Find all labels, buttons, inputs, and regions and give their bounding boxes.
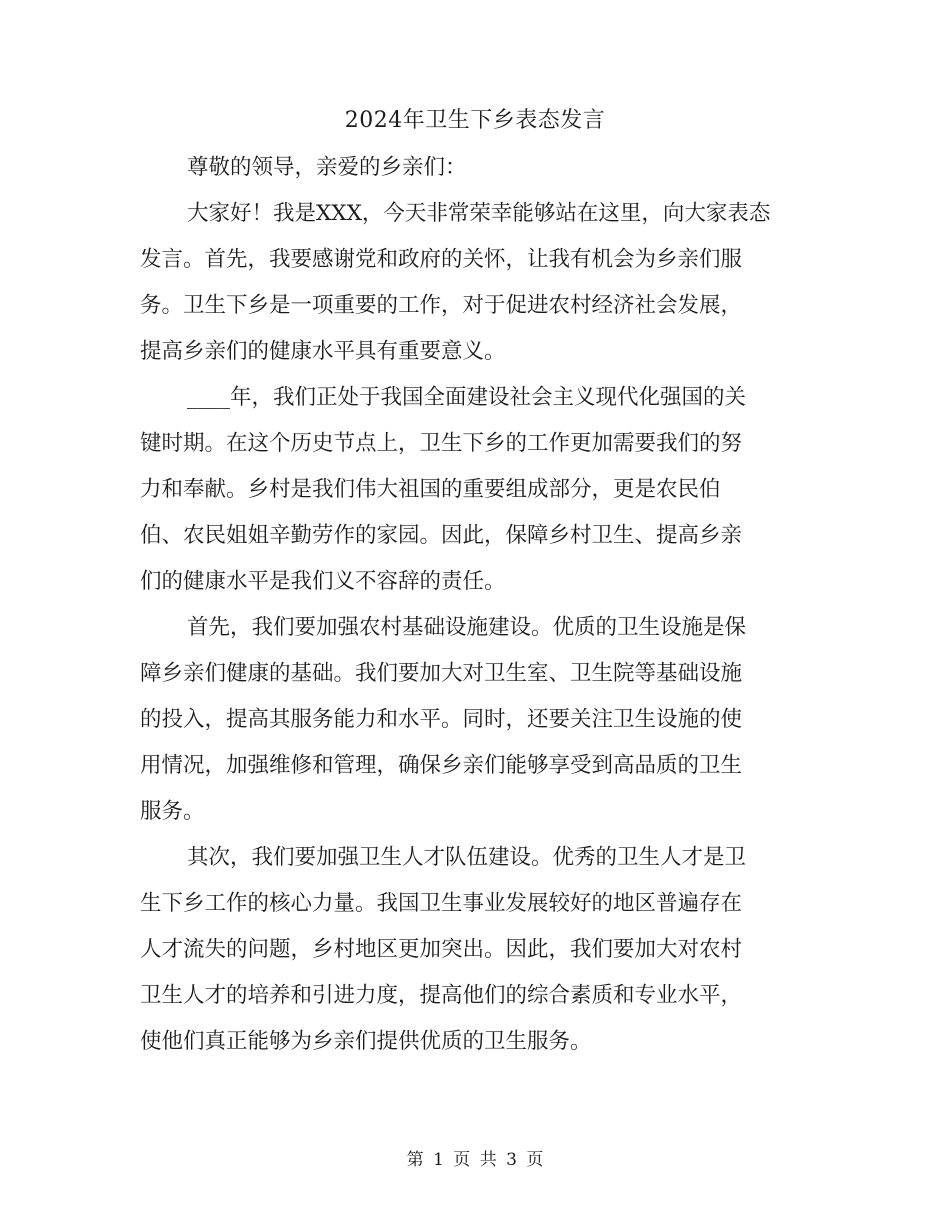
document-title: 2024年卫生下乡表态发言: [344, 108, 606, 133]
paragraph-line: 障乡亲们健康的基础。我们要加大对卫生室、卫生院等基础设施: [140, 661, 743, 686]
paragraph-line: 伯、农民姐姐辛勤劳作的家园。因此，保障乡村卫生、提高乡亲: [140, 523, 743, 548]
paragraph-line: 的投入，提高其服务能力和水平。同时，还要关注卫生设施的使: [140, 707, 743, 732]
paragraph-line: 服务。: [140, 799, 205, 824]
paragraph-line: 卫生人才的培养和引进力度，提高他们的综合素质和专业水平，: [140, 983, 743, 1008]
page-number-footer: 第 1 页 共 3 页: [406, 1150, 544, 1170]
paragraph-line: 务。卫生下乡是一项重要的工作，对于促进农村经济社会发展，: [140, 293, 743, 318]
paragraph-line: 用情况，加强维修和管理，确保乡亲们能够享受到高品质的卫生: [140, 753, 743, 778]
paragraph-line: 大家好！我是XXX，今天非常荣幸能够站在这里，向大家表态: [187, 201, 771, 226]
paragraph-line: 们的健康水平是我们义不容辞的责任。: [140, 569, 506, 594]
paragraph-line: 人才流失的问题，乡村地区更加突出。因此，我们要加大对农村: [140, 937, 743, 962]
paragraph-line: 提高乡亲们的健康水平具有重要意义。: [140, 339, 506, 364]
paragraph-line: 发言。首先，我要感谢党和政府的关怀，让我有机会为乡亲们服: [140, 247, 743, 272]
paragraph-line: 生下乡工作的核心力量。我国卫生事业发展较好的地区普遍存在: [140, 891, 743, 916]
paragraph-line: 首先，我们要加强农村基础设施建设。优质的卫生设施是保: [187, 615, 747, 640]
paragraph-line: 使他们真正能够为乡亲们提供优质的卫生服务。: [140, 1029, 592, 1054]
salutation-line: 尊敬的领导，亲爱的乡亲们：: [187, 155, 467, 180]
paragraph-line: 其次，我们要加强卫生人才队伍建设。优秀的卫生人才是卫: [187, 845, 747, 870]
paragraph-line: ____年，我们正处于我国全面建设社会主义现代化强国的关: [187, 385, 747, 410]
paragraph-line: 键时期。在这个历史节点上，卫生下乡的工作更加需要我们的努: [140, 431, 743, 456]
paragraph-line: 力和奉献。乡村是我们伟大祖国的重要组成部分，更是农民伯: [140, 477, 721, 502]
